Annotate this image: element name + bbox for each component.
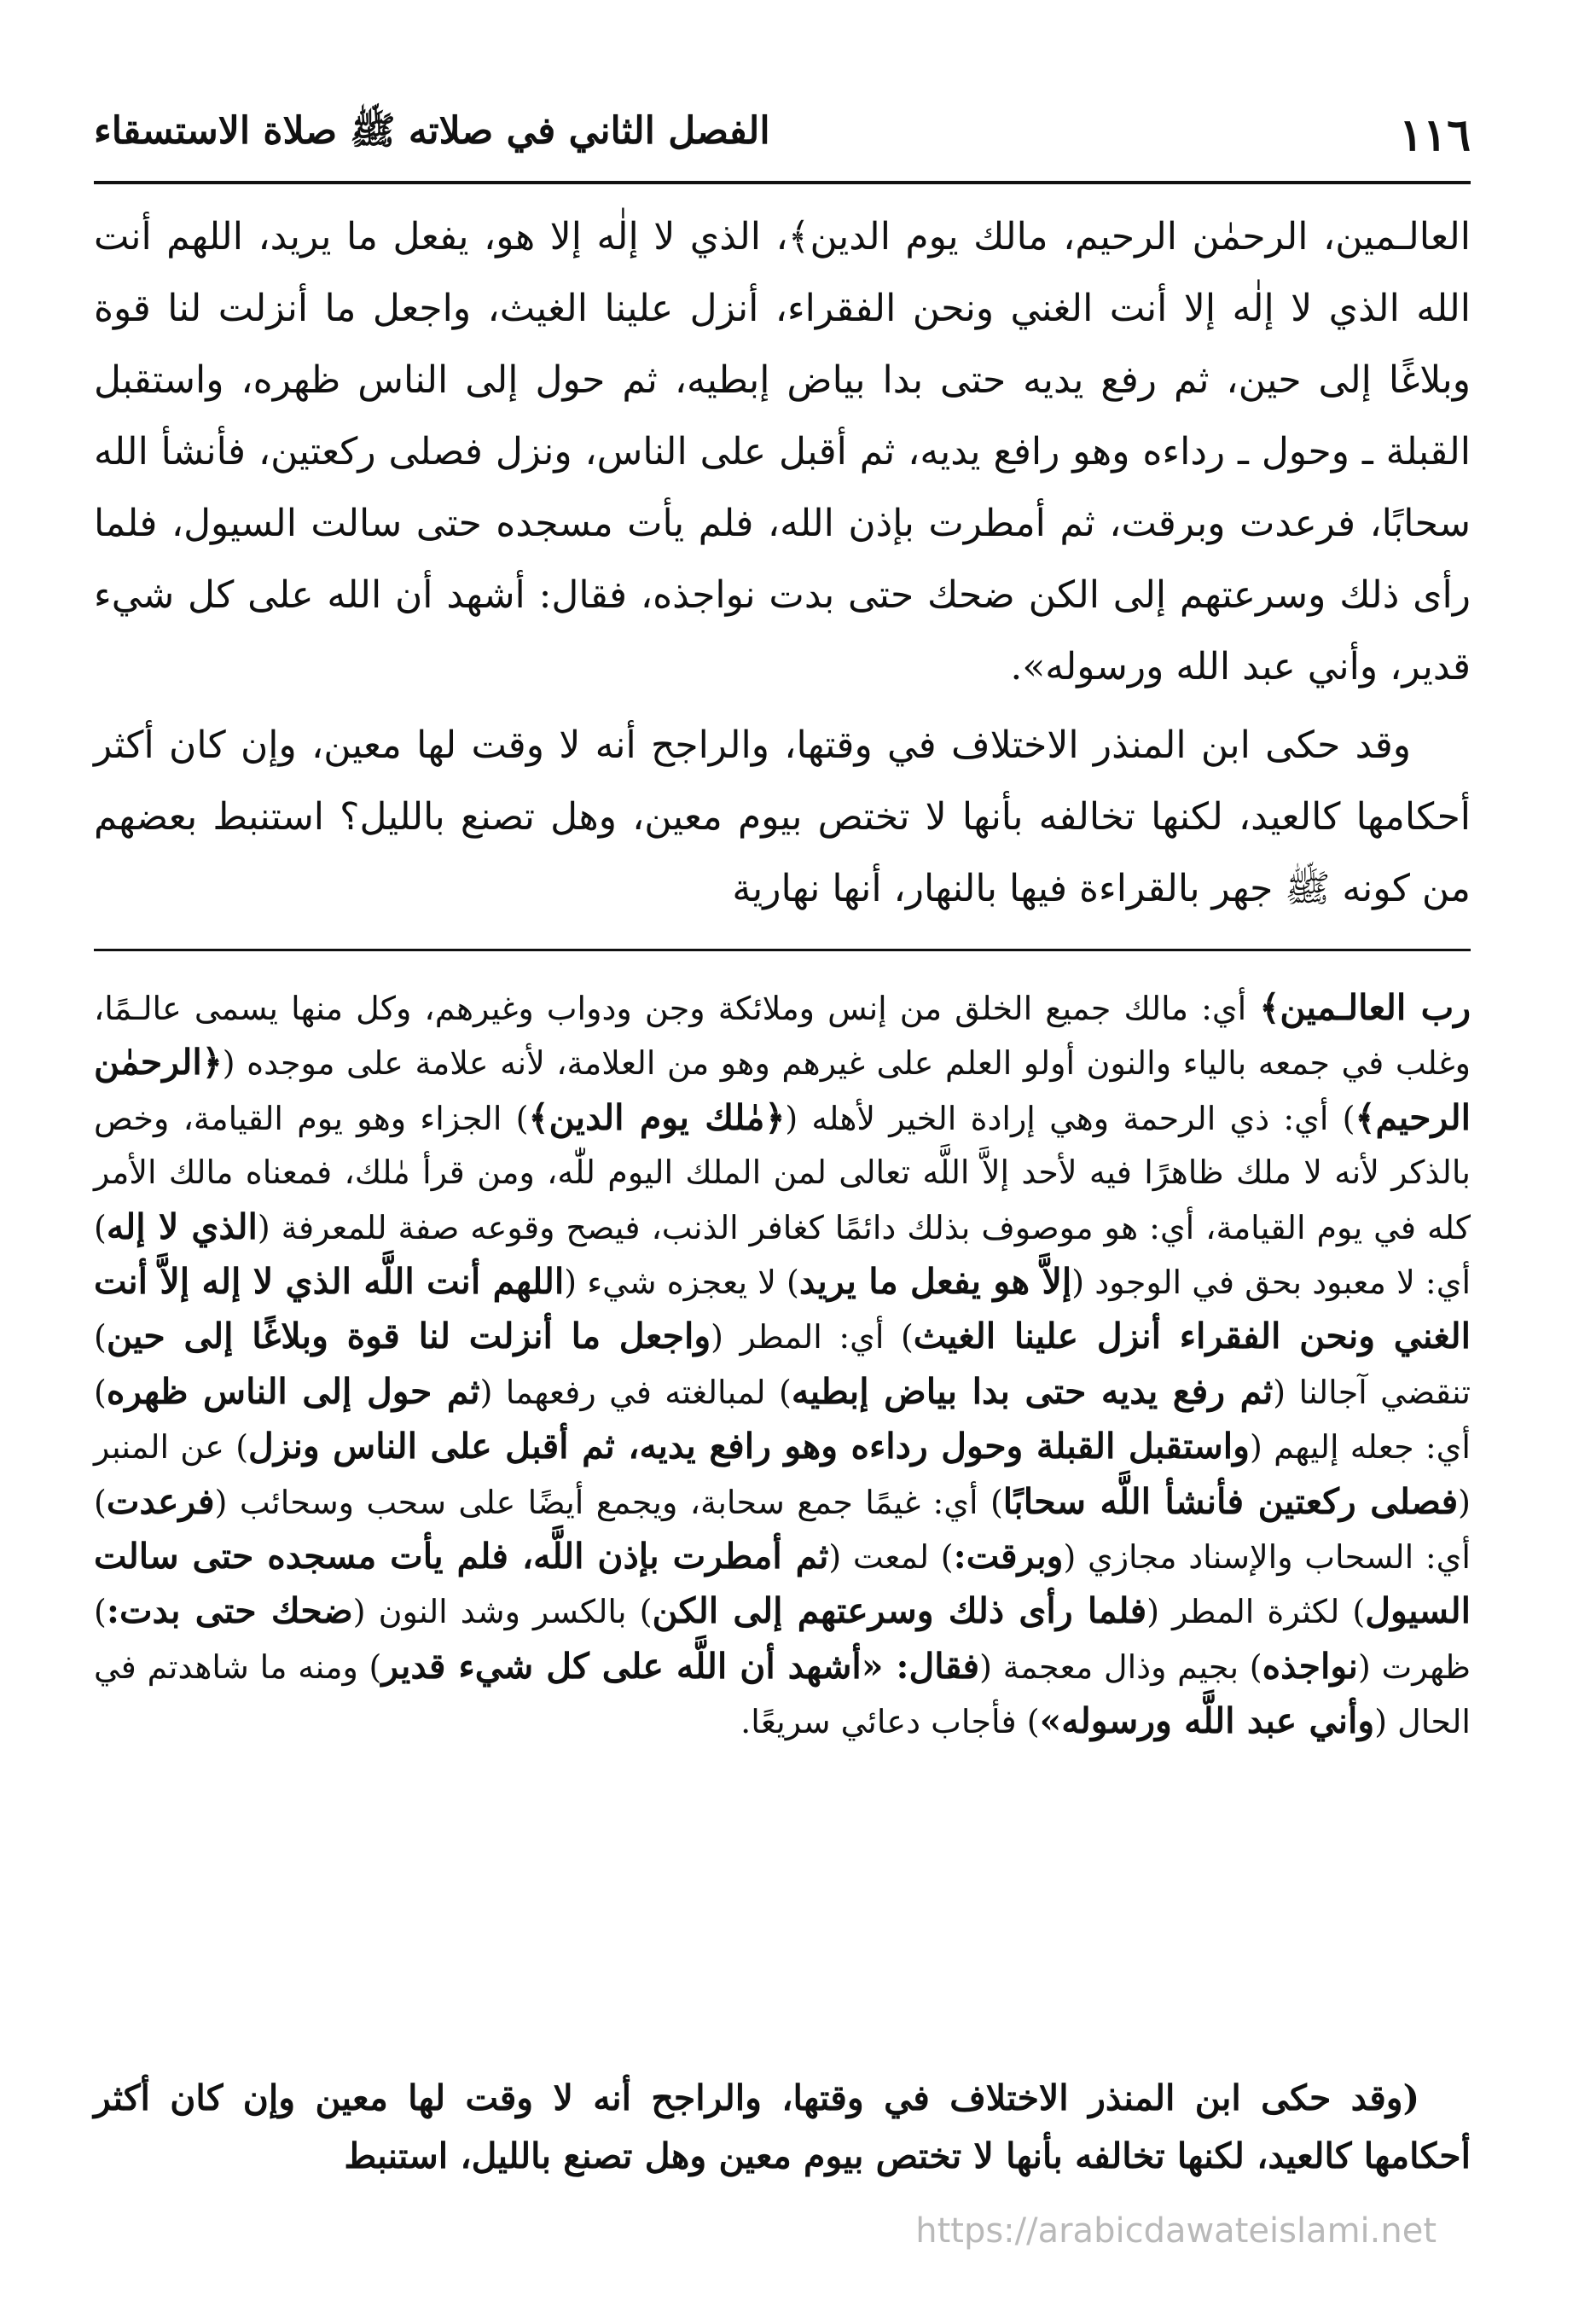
quoted-text: فلما رأى ذلك وسرعتهم إلى الكن	[652, 1590, 1147, 1632]
quoted-text: واستقبل القبلة وحول رداءه وهو رافع يديه، ثم أقبل على الناس ونزل	[248, 1426, 1250, 1467]
explanation-text: ) لمبالغته في رفعهما (	[479, 1373, 792, 1411]
quoted-text: الذي لا إله	[106, 1206, 258, 1247]
quoted-text: وبرقت:	[953, 1536, 1064, 1577]
explanation-text: ) لا يعجزه شيء (	[564, 1264, 799, 1302]
explanation-text: ) أي: جعله إليهم (	[94, 1373, 1471, 1467]
page-number: ١١٦	[1399, 108, 1471, 161]
explanation-text: ) أي: لا معبود بحق في الوجود (	[94, 1208, 1471, 1302]
commentary-paragraph	[94, 981, 1471, 1750]
explanation-text: ) أي: ذي الرحمة وهي إرادة الخير لأهله (	[785, 1099, 1355, 1137]
page-header	[94, 101, 1471, 169]
commentary-closing	[94, 2069, 1471, 2185]
quoted-text: واجعل ما أنزلت لنا قوة وبلاغًا إلى حين	[106, 1316, 711, 1357]
explanation-text: ) عن المنبر (	[94, 1428, 1471, 1521]
explanation-text: ) أي: المطر (	[711, 1318, 914, 1357]
explanation-text: ) تنقضي آجالنا (	[94, 1318, 1471, 1411]
running-title: الفصل الثاني في صلاته ﷺ صلاة الاستسقاء	[94, 109, 770, 153]
main-paragraph: العالـمين، الرحمٰن الرحيم، مالك يوم الدين﴾، الذي لا إلٰه إلا هو، يفعل ما يريد، اللهم أنت الله الذي لا إلٰه إلا أنت الغني ونحن الفقراء، أنزل علينا الغيث، واجعل ما أنزلت لنا قوة وبلاغًا إلى حين، ثم رفع يديه حتى بدا بياض إبطيه، ثم حول إلى الناس ظهره، واستقبل القبلة ـ وحول ـ رداءه وهو رافع يديه، ثم أقبل على الناس، ونزل فصلى ركعتين، فأنشأ الله سحابًا، فرعدت وبرقت، ثم أمطرت بإذن الله، فلم يأت مسجده حتى سالت السيول، فلما رأى ذلك وسرعتهم إلى الكن ضحك حتى بدت نواجذه، فقال: أشهد أن الله على كل شيء قدير، وأني عبد الله ورسوله».	[94, 215, 1471, 688]
quoted-text: فرعدت	[106, 1480, 215, 1522]
explanation-text: ) ومنه ما شاهدتم في الحال (	[94, 1647, 1471, 1741]
explanation-text: ) بالكسر وشد النون (	[352, 1593, 653, 1631]
explanation-text: أي: مالك جميع الخلق من إنس وملائكة وجن ودواب وغيرهم، وكل منها يسمى عالـمًا، وغلب في جمعه بالياء والنون أولو العلم على غيرهم وهو من العلامة، لأنه علامة على موجده (	[94, 990, 1471, 1083]
quoted-text: ضحك حتى بدت:	[106, 1590, 353, 1632]
explanation-text: ) الجزاء وهو يوم القيامة، وخص بالذكر لأنه لا ملك ظاهرًا فيه لأحد إلاَّ اللَّه تعالى لمن الملك اليوم للّٰه، ومن قرأ مٰلك، فمعناه مالك الأمر كله في يوم القيامة، أي: هو موصوف بذلك دائمًا كغافر الذنب، فيصح وقوعه صفة للمعرفة (	[94, 1099, 1471, 1246]
quoted-text: فقال: «أشهد أن اللَّه على كل شيء قدير	[381, 1645, 980, 1687]
quoted-text: ثم حول إلى الناس ظهره	[106, 1370, 480, 1412]
explanation-text: ) لكثرة المطر (	[1146, 1593, 1366, 1631]
quoted-text: رب العالـمين﴾	[1259, 987, 1471, 1028]
header-rule	[94, 181, 1471, 184]
explanation-text: ) ظهرت (	[94, 1593, 1471, 1686]
quoted-text: ﴿مٰلك يوم الدين﴾	[528, 1096, 786, 1138]
quoted-text: فصلى ركعتين فأنشأ اللَّه سحابًا	[1002, 1480, 1459, 1522]
quoted-text: ثم رفع يديه حتى بدا بياض إبطيه	[791, 1370, 1274, 1412]
explanation-text: ) أي: غيمًا جمع سحابة، ويجمع أيضًا على سحب وسحائب (	[214, 1483, 1003, 1521]
quoted-text: اللهم أنت اللَّه الذي لا إله إلاَّ أنت الغني ونحن الفقراء أنزل علينا الغيث	[94, 1261, 1471, 1357]
watermark: https://arabicdawateislami.net	[915, 2211, 1437, 2251]
closing-paragraph: (وقد حكى ابن المنذر الاختلاف في وقتها، والراجح أنه لا وقت لها معين وإن كان أكثر أحكامها كالعيد، لكنها تخالفه بأنها لا تختص بيوم معين وهل تصنع بالليل، استنبط	[94, 2077, 1471, 2176]
explanation-text: ) لمعت (	[828, 1538, 954, 1577]
footnote-separator	[94, 949, 1471, 951]
main-text	[94, 201, 1471, 925]
quoted-text: ثم أمطرت بإذن اللَّه، فلم يأت مسجده حتى سالت السيول	[94, 1536, 1471, 1632]
commentary	[94, 981, 1471, 1750]
quoted-text: ﴿الرحمٰن الرحيم﴾	[94, 1042, 1471, 1138]
quoted-text: وأني عبد اللَّه ورسوله»	[1039, 1700, 1375, 1742]
explanation-text: ) بجيم وذال معجمة (	[979, 1647, 1262, 1686]
main-paragraph: وقد حكى ابن المنذر الاختلاف في وقتها، والراجح أنه لا وقت لها معين، وإن كان أكثر أحكامها كالعيد، لكنها تخالفه بأنها لا تختص بيوم معين، وهل تصنع بالليل؟ استنبط بعضهم من كونه ﷺ جهر بالقراءة فيها بالنهار، أنها نهارية	[94, 723, 1471, 910]
explanation-text: ) أي: السحاب والإسناد مجازي (	[94, 1483, 1471, 1577]
quoted-text: إلاَّ هو يفعل ما يريد	[798, 1261, 1072, 1303]
explanation-text: ) فأجاب دعائي سريعًا.	[740, 1703, 1040, 1741]
quoted-text: نواجذه	[1262, 1645, 1358, 1687]
